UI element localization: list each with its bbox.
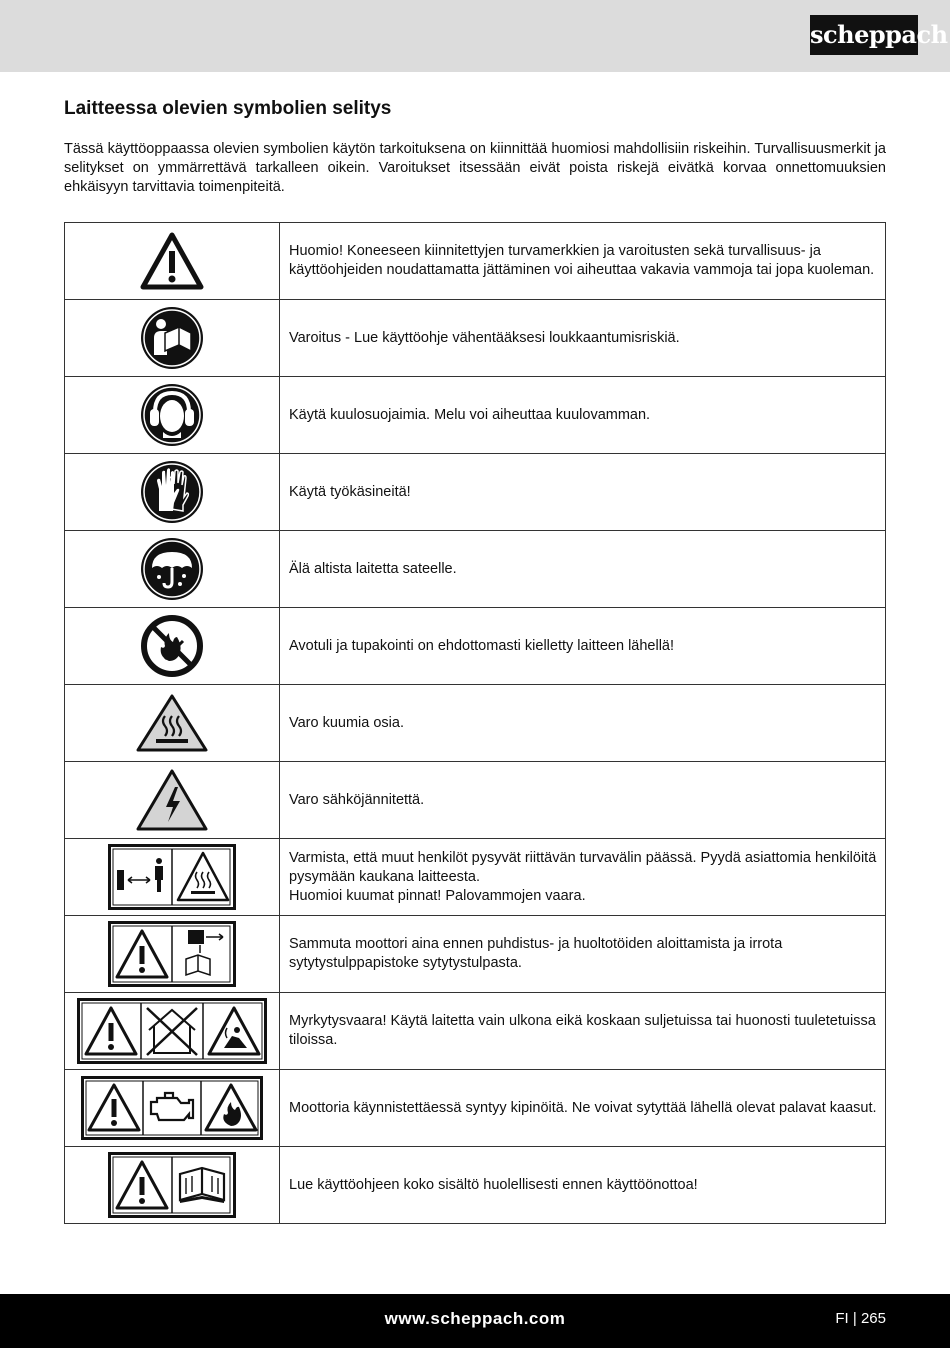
symbol-description: Lue käyttöohjeen koko sisältö huolellisesti ennen käyttöönottoa! xyxy=(289,1176,698,1193)
toxic-fumes-indoors-icon xyxy=(77,998,267,1064)
symbol-description: Varo sähköjännitettä. xyxy=(289,791,425,808)
hot-surface-icon xyxy=(134,692,210,754)
warning-read-manual-icon xyxy=(108,1152,236,1218)
symbol-description: Avotuli ja tupakointi on ehdottomasti kielletty laitteen lähellä! xyxy=(289,637,675,654)
page-footer xyxy=(0,1294,950,1348)
section-title: Laitteessa olevien symbolien selitys xyxy=(64,98,392,119)
symbol-description: Varoitus - Lue käyttöohje vähentääksesi loukkaantumisriskiä. xyxy=(289,329,680,346)
symbol-description: Käytä työkäsineitä! xyxy=(289,483,411,500)
gloves-icon xyxy=(139,459,205,525)
general-warning-icon xyxy=(139,231,205,291)
table-row xyxy=(65,839,886,916)
page-header xyxy=(0,0,950,72)
keep-distance-hot-surface-icon xyxy=(108,844,236,910)
page-number: 265 xyxy=(860,1310,886,1327)
brand-logo: scheppach xyxy=(810,15,918,55)
table-row xyxy=(65,993,886,1070)
table-row xyxy=(65,300,886,377)
read-manual-icon xyxy=(139,305,205,371)
symbol-table xyxy=(64,222,886,1224)
page-separator: | xyxy=(852,1310,857,1327)
table-row xyxy=(65,1147,886,1224)
table-row xyxy=(65,454,886,531)
table-row xyxy=(65,762,886,839)
table-row xyxy=(65,608,886,685)
table-row xyxy=(65,685,886,762)
umbrella-rain-icon xyxy=(139,536,205,602)
electric-voltage-icon xyxy=(134,767,210,833)
table-row xyxy=(65,377,886,454)
symbol-description: Huomio! Koneeseen kiinnitettyjen turvamerkkien ja varoitusten sekä turvallisuus- ja käyttöohjeiden noudattamatta jättäminen voi aiheuttaa vakavia vammoja tai jopa kuoleman. xyxy=(289,243,875,278)
no-open-flame-icon xyxy=(139,613,205,679)
symbol-description: Sammuta moottori aina ennen puhdistus- ja huoltotöiden aloittamista ja irrota sytytystulppapistoke sytytystulpasta. xyxy=(289,936,783,971)
disconnect-spark-plug-icon xyxy=(108,921,236,987)
symbol-description: Varo kuumia osia. xyxy=(289,714,404,731)
table-row xyxy=(65,916,886,993)
engine-sparks-fire-icon xyxy=(81,1076,263,1140)
table-row xyxy=(65,1070,886,1147)
table-row xyxy=(65,223,886,300)
table-row xyxy=(65,531,886,608)
section-intro: Tässä käyttöoppaassa olevien symbolien käytön tarkoituksena on kiinnittää huomiosi mahdollisiin riskeihin. Turvallisuusmerkit ja selitykset on ymmärrettävä tarkalleen oikein. Varoitukset itsessään eivät poista riskejä eivätkä korvaa onnettomuuksien ehkäisyyn tarvittavia toimenpiteitä. xyxy=(64,141,886,195)
ear-protection-icon xyxy=(139,382,205,448)
symbol-description: Käytä kuulosuojaimia. Melu voi aiheuttaa kuulovamman. xyxy=(289,406,651,423)
symbol-description: Myrkytysvaara! Käytä laitetta vain ulkona eikä koskaan suljetuissa tai huonosti tuuletetuissa tiloissa. xyxy=(289,1013,876,1048)
page-number-block xyxy=(835,1310,886,1327)
language-code: FI xyxy=(835,1310,849,1327)
footer-url: www.scheppach.com xyxy=(384,1309,566,1328)
symbol-description: Varmista, että muut henkilöt pysyvät riittävän turvavälin päässä. Pyydä asiattomia henkilöitä pysymään kaukana laitteesta. Huomioi kuumat pinnat! Palovammojen vaara. xyxy=(289,849,877,904)
symbol-description: Moottoria käynnistettäessä syntyy kipinöitä. Ne voivat sytyttää lähellä olevat palavat kaasut. xyxy=(289,1099,877,1116)
symbol-description: Älä altista laitetta sateelle. xyxy=(289,560,457,577)
